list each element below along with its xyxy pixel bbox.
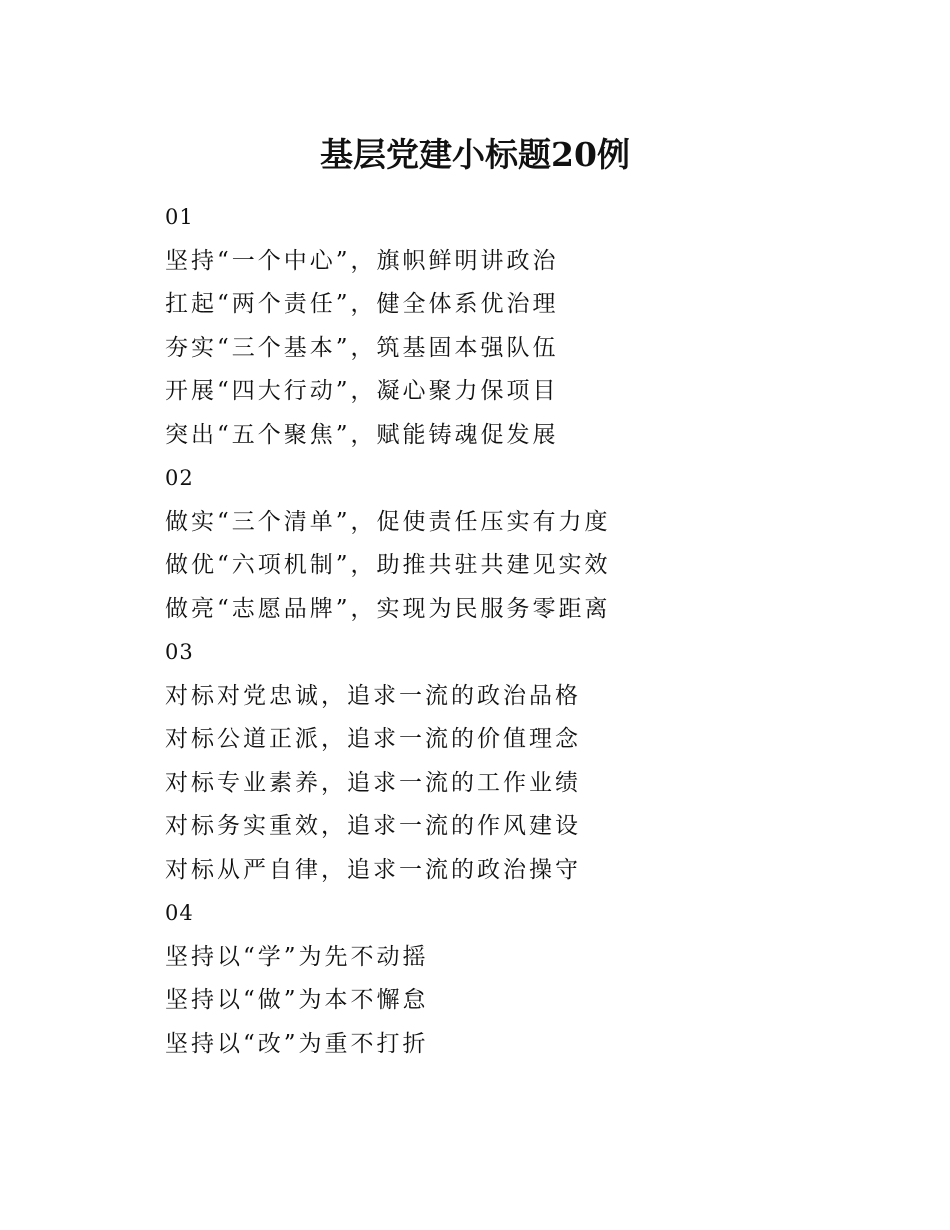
document-body [165, 196, 865, 1066]
section-number: 02 [165, 466, 194, 490]
heading-line: 开展“四大行动”，凝心聚力保项目 [165, 378, 559, 404]
heading-line: 坚持以“改”为重不打折 [165, 1030, 429, 1057]
heading-line: 坚持“一个中心”，旗帜鲜明讲政治 [165, 247, 559, 274]
section-number: 04 [165, 901, 194, 925]
heading-line: 坚持以“学”为先不动摇 [165, 943, 429, 970]
heading-line: 扛起“两个责任”，健全体系优治理 [165, 291, 559, 317]
heading-line: 对标专业素养，追求一流的工作业绩 [165, 769, 581, 796]
heading-line: 对标对党忠诚，追求一流的政治品格 [165, 682, 581, 709]
heading-line: 夯实“三个基本”，筑基固本强队伍 [165, 334, 559, 361]
section-number: 03 [165, 640, 194, 664]
heading-line: 对标务实重效，追求一流的作风建设 [165, 813, 581, 839]
heading-line: 对标公道正派，追求一流的价值理念 [165, 726, 581, 752]
document-title: 基层党建小标题20例 [320, 135, 630, 174]
section-number: 01 [165, 205, 194, 229]
heading-line: 对标从严自律，追求一流的政治操守 [165, 856, 581, 883]
heading-line: 突出“五个聚焦”，赋能铸魂促发展 [165, 421, 559, 448]
heading-line: 做亮“志愿品牌”，实现为民服务零距离 [165, 595, 611, 622]
heading-line: 坚持以“做”为本不懈怠 [165, 987, 429, 1013]
heading-line: 做优“六项机制”，助推共驻共建见实效 [165, 552, 611, 578]
heading-line: 做实“三个清单”，促使责任压实有力度 [165, 508, 611, 535]
